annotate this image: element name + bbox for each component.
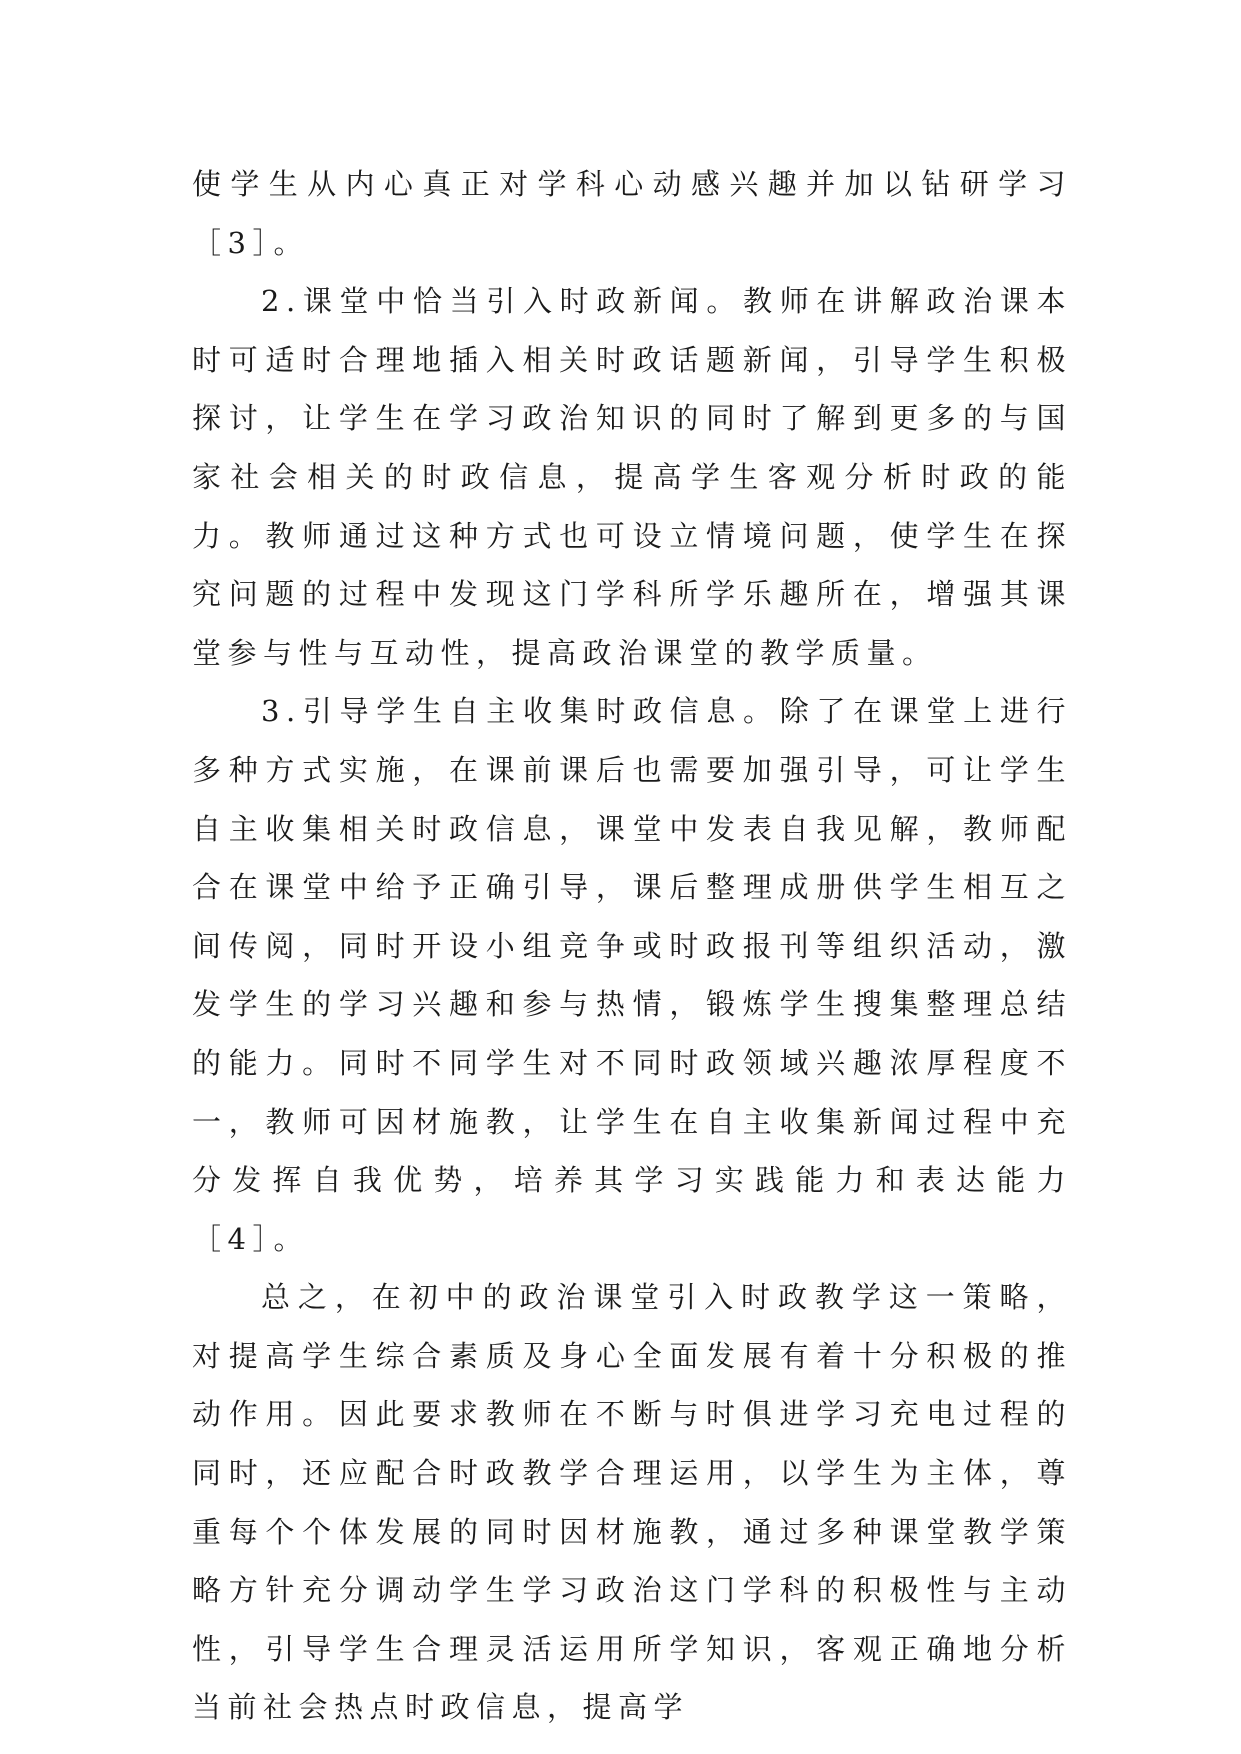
paragraph-continuation: 使学生从内心真正对学科心动感兴趣并加以钻研学习［3］。 <box>192 167 1072 260</box>
paragraph-current-news: 2.课堂中恰当引入时政新闻。教师在讲解政治课本时可适时合理地插入相关时政话题新闻，引导学生积极探讨，让学生在学习政治知识的同时了解到更多的与国家社会相关的时政信息，提高学生客观分析时政的能力。教师通过这种方式也可设立情境问题，使学生在探究问题的过程中发现这门学科所学乐趣所在，增强其课堂参与性与互动性，提高政治课堂的教学质量。 <box>192 284 1072 670</box>
body-text <box>192 155 1072 1737</box>
paragraph-conclusion: 总之，在初中的政治课堂引入时政教学这一策略，对提高学生综合素质及身心全面发展有着十分积极的推动作用。因此要求教师在不断与时俱进学习充电过程的同时，还应配合时政教学合理运用，以学生为主体，尊重每个个体发展的同时因材施教，通过多种课堂教学策略方针充分调动学生学习政治这门学科的积极性与主动性，引导学生合理灵活运用所学知识，客观正确地分析当前社会热点时政信息，提高学 <box>192 1280 1072 1725</box>
paragraph-self-collection: 3.引导学生自主收集时政信息。除了在课堂上进行多种方式实施，在课前课后也需要加强引导，可让学生自主收集相关时政信息，课堂中发表自我见解，教师配合在课堂中给予正确引导，课后整理成册供学生相互之间传阅，同时开设小组竞争或时政报刊等组织活动，激发学生的学习兴趣和参与热情，锻炼学生搜集整理总结的能力。同时不同学生对不同时政领域兴趣浓厚程度不一，教师可因材施教，让学生在自主收集新闻过程中充分发挥自我优势，培养其学习实践能力和表达能力［4］。 <box>192 694 1072 1256</box>
